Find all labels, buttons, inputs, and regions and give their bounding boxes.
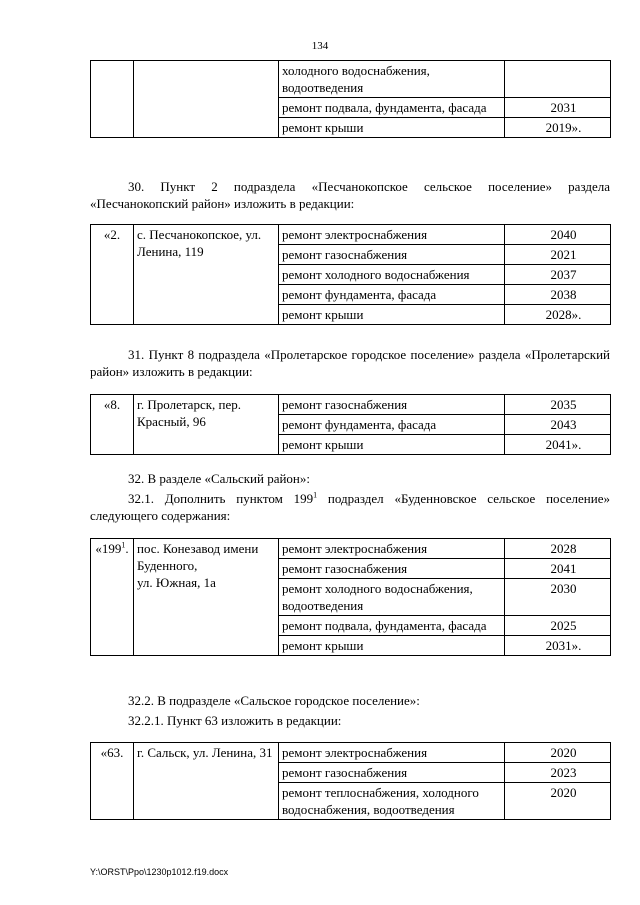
item-number: «63. (91, 743, 134, 820)
paragraph-31: 31. Пункт 8 подраздела «Пролетарское городское поселение» раздела «Пролетарский район» изложить в редакции: (90, 347, 610, 379)
table-item-31 (90, 394, 610, 455)
paragraph-30: 30. Пункт 2 подраздела «Песчанокопское сельское поселение» раздела «Песчанокопский район» изложить в редакции: (90, 179, 610, 211)
year-cell: 2019». (505, 118, 611, 138)
year-cell: 2038 (505, 285, 611, 305)
year-cell: 2025 (505, 616, 611, 636)
year-cell (505, 61, 611, 98)
year-cell: 2028». (505, 305, 611, 325)
item-number: «2. (91, 225, 134, 325)
work-cell: ремонт подвала, фундамента, фасада (279, 616, 505, 636)
item-number: «8. (91, 395, 134, 455)
item-number: «$199^1$. (91, 539, 134, 656)
table-row (91, 539, 611, 559)
year-cell: 2041 (505, 559, 611, 579)
work-cell: ремонт крыши (279, 636, 505, 656)
paragraph-32-2: 32.2. В подразделе «Сальское городское поселение»: (128, 693, 420, 708)
paragraph-32: 32. В разделе «Сальский район»: (128, 471, 310, 486)
work-cell: ремонт крыши (279, 305, 505, 325)
work-cell: ремонт газоснабжения (279, 763, 505, 783)
year-cell: 2030 (505, 579, 611, 616)
year-cell: 2023 (505, 763, 611, 783)
file-path-footer: Y:\ORST\Ppo\1230p1012.f19.docx (90, 867, 229, 877)
paragraph-32-1: 32.1. Дополнить пунктом $199^1$ подраздел «Буденновское сельское поселение» следующего содержания: (90, 490, 610, 523)
year-cell: 2037 (505, 265, 611, 285)
year-cell: 2035 (505, 395, 611, 415)
year-cell: 2031 (505, 98, 611, 118)
work-cell: ремонт фундамента, фасада (279, 415, 505, 435)
work-cell: ремонт газоснабжения (279, 245, 505, 265)
table-row (91, 743, 611, 763)
work-cell: холодного водоснабжения, водоотведения (279, 61, 505, 98)
year-cell: 2043 (505, 415, 611, 435)
work-cell: ремонт электроснабжения (279, 225, 505, 245)
address-cell: г. Сальск, ул. Ленина, 31 (134, 743, 279, 820)
work-cell: ремонт газоснабжения (279, 395, 505, 415)
year-cell: 2040 (505, 225, 611, 245)
work-cell: ремонт теплоснабжения, холодного водоснабжения, водоотведения (279, 783, 505, 820)
table-item-30 (90, 224, 610, 325)
table-row (91, 225, 611, 245)
year-cell: 2031». (505, 636, 611, 656)
address-cell: с. Песчанокопское, ул. Ленина, 119 (134, 225, 279, 325)
work-cell: ремонт крыши (279, 118, 505, 138)
year-cell: 2041». (505, 435, 611, 455)
work-cell: ремонт фундамента, фасада (279, 285, 505, 305)
table-item-199-1 (90, 538, 610, 656)
table-continuation (90, 60, 610, 138)
work-cell: ремонт крыши (279, 435, 505, 455)
table-item-63 (90, 742, 610, 820)
work-cell: ремонт холодного водоснабжения (279, 265, 505, 285)
work-cell: ремонт газоснабжения (279, 559, 505, 579)
year-cell: 2020 (505, 743, 611, 763)
work-cell: ремонт электроснабжения (279, 539, 505, 559)
year-cell: 2028 (505, 539, 611, 559)
paragraph-32-2-1: 32.2.1. Пункт 63 изложить в редакции: (128, 713, 342, 728)
work-cell: ремонт подвала, фундамента, фасада (279, 98, 505, 118)
year-cell: 2021 (505, 245, 611, 265)
page-number: 134 (311, 40, 329, 52)
work-cell: ремонт холодного водоснабжения, водоотведения (279, 579, 505, 616)
address-cell: пос. Конезавод имени Буденного, ул. Южная, 1а (134, 539, 279, 656)
address-cell: г. Пролетарск, пер. Красный, 96 (134, 395, 279, 455)
year-cell: 2020 (505, 783, 611, 820)
table-row (91, 395, 611, 415)
work-cell: ремонт электроснабжения (279, 743, 505, 763)
table-row (91, 61, 611, 98)
